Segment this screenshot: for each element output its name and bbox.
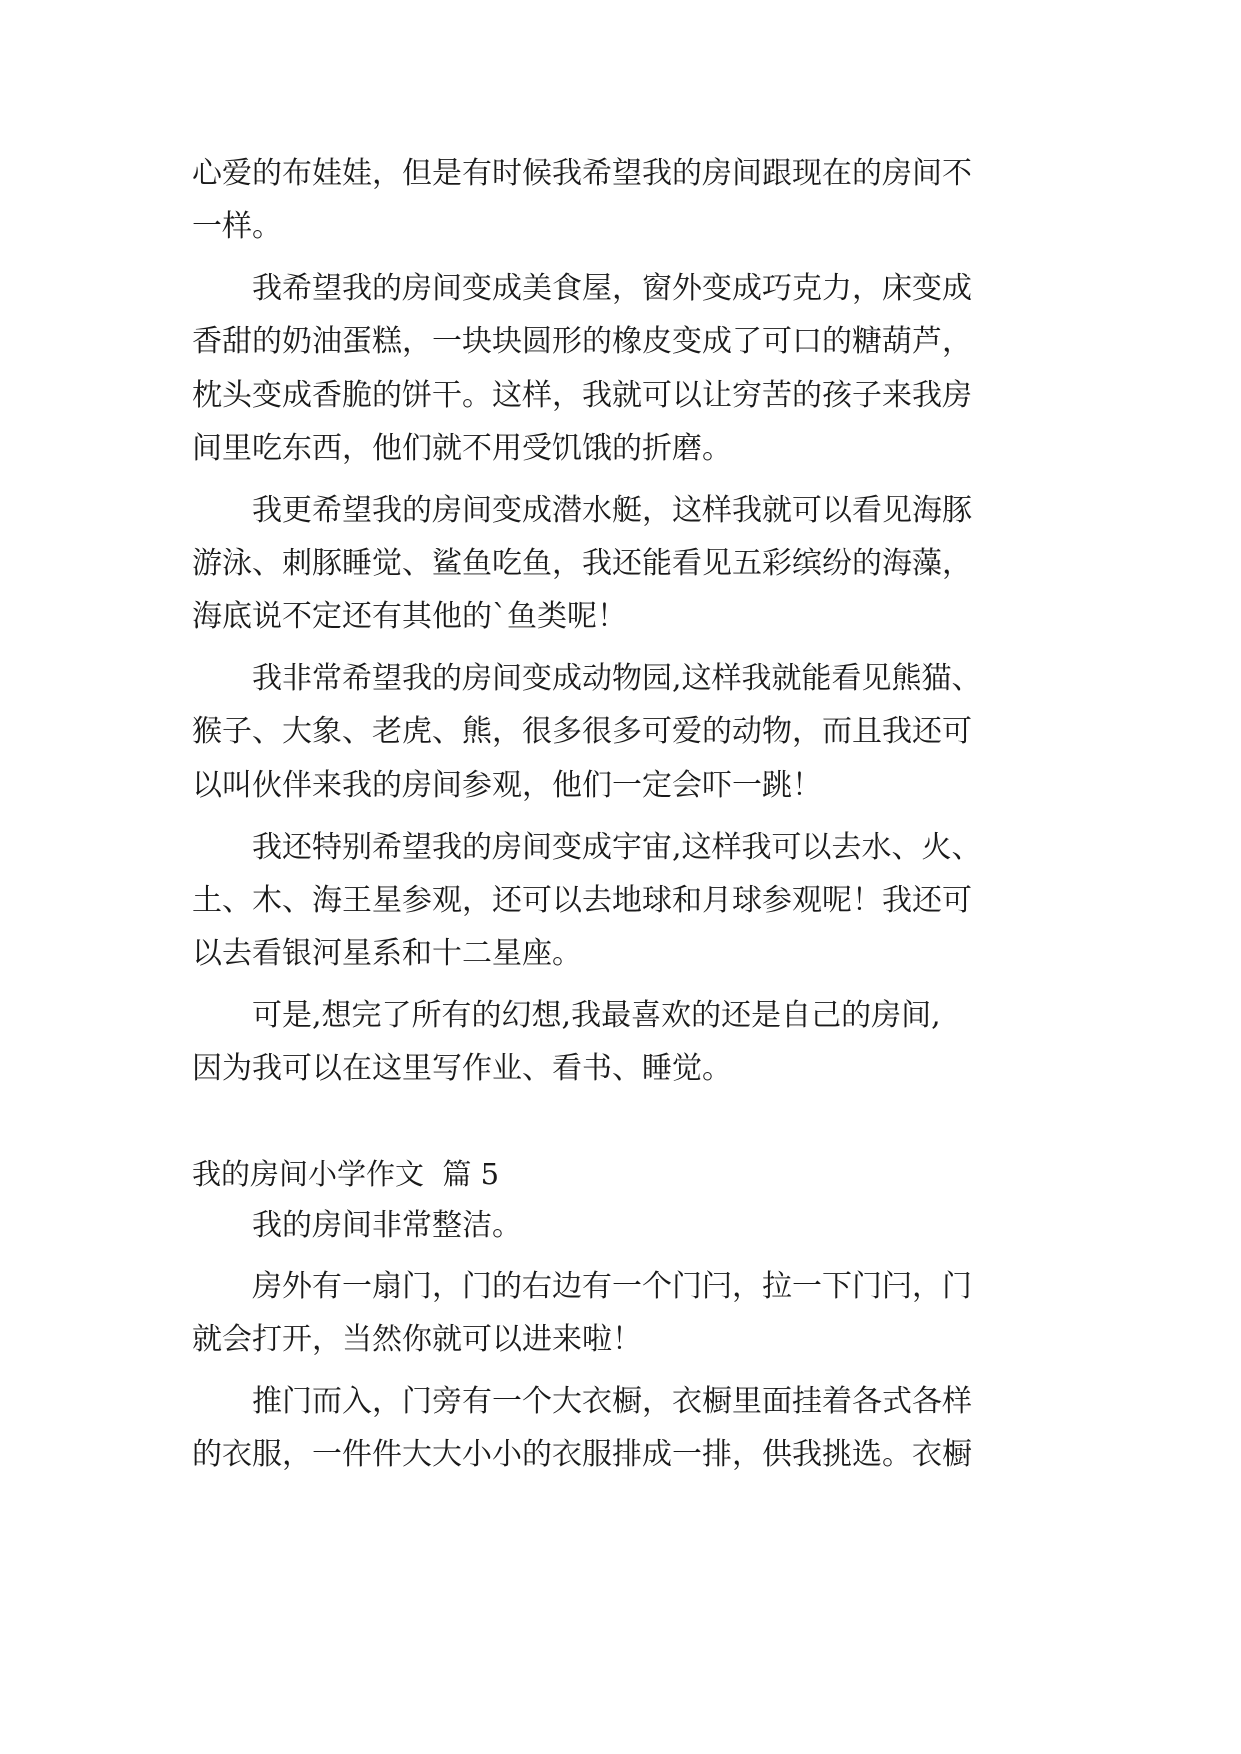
text-line: 心爱的布娃娃，但是有时候我希望我的房间跟现在的房间不	[192, 156, 972, 191]
text-line: 海底说不定还有其他的`鱼类呢！	[192, 599, 627, 634]
text-line: 香甜的奶油蛋糕，一块块圆形的橡皮变成了可口的糖葫芦，	[192, 324, 972, 359]
text-line: 的衣服，一件件大大小小的衣服排成一排，供我挑选。衣橱	[192, 1437, 972, 1472]
text-line: 枕头变成香脆的饼干。这样，我就可以让穷苦的孩子来我房	[192, 378, 972, 413]
text-line: 我的房间非常整洁。	[192, 1208, 522, 1243]
text-line: 我还特别希望我的房间变成宇宙,这样我可以去水、火、	[192, 830, 982, 865]
text-line: 因为我可以在这里写作业、看书、睡觉。	[192, 1051, 732, 1086]
text-line: 房外有一扇门，门的右边有一个门闩，拉一下门闩，门	[192, 1269, 972, 1304]
text-line: 我非常希望我的房间变成动物园,这样我就能看见熊猫、	[192, 661, 982, 696]
text-line: 推门而入，门旁有一个大衣橱，衣橱里面挂着各式各样	[192, 1384, 972, 1419]
text-line: 就会打开，当然你就可以进来啦！	[192, 1322, 642, 1357]
text-line: 以叫伙伴来我的房间参观，他们一定会吓一跳！	[192, 768, 822, 803]
text-line: 可是,想完了所有的幻想,我最喜欢的还是自己的房间,	[192, 998, 941, 1033]
text-line: 猴子、大象、老虎、熊，很多很多可爱的动物，而且我还可	[192, 714, 972, 749]
text-line: 以去看银河星系和十二星座。	[192, 936, 582, 971]
text-line: 间里吃东西，他们就不用受饥饿的折磨。	[192, 431, 732, 466]
text-line: 土、木、海王星参观，还可以去地球和月球参观呢！我还可	[192, 883, 972, 918]
text-line: 我更希望我的房间变成潜水艇，这样我就可以看见海豚	[192, 493, 972, 528]
text-line: 一样。	[192, 209, 282, 244]
text-line: 游泳、刺豚睡觉、鲨鱼吃鱼，我还能看见五彩缤纷的海藻，	[192, 546, 972, 581]
text-line: 我希望我的房间变成美食屋，窗外变成巧克力，床变成	[192, 271, 972, 306]
section-heading: 我的房间小学作文 篇 5	[192, 1157, 500, 1191]
